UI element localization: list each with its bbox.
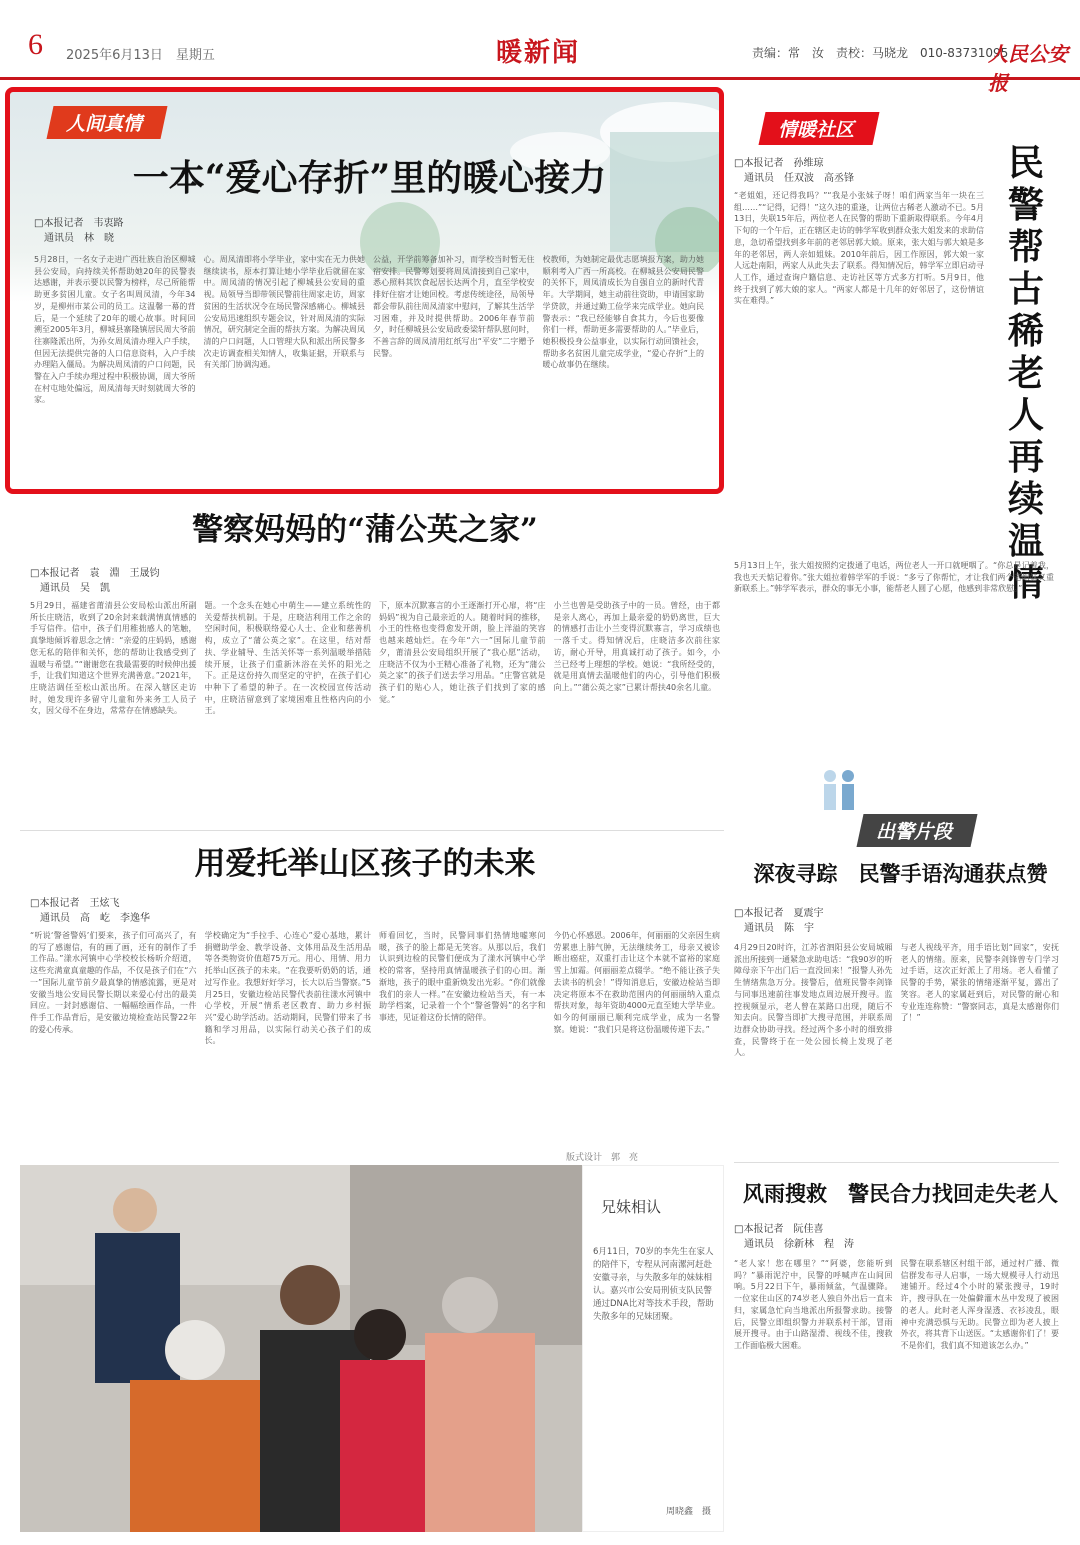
- section-title: 暖新闻: [496, 38, 581, 68]
- masthead: [0, 0, 1080, 95]
- article2-byline: □本报记者 袁 淵 王晟钧 通讯员 吴 凯: [30, 568, 160, 594]
- feature-section-tag: 人间真情: [46, 106, 167, 139]
- photo-caption-text: 6月11日，70岁的李先生在家人的陪伴下，专程从河南漯河赶赴安徽寻亲，与失散多年的妹妹相认。嘉兴市公安局刑侦支队民警通过DNA比对等技术手段，帮助失散多年的兄妹团聚。: [593, 1247, 714, 1322]
- sidebar-column: 5月13日上午，张大姐按照约定拨通了电话，两位老人一开口就哽咽了。“你总是记着我，我也天天惦记着你。”张大姐拉着韩学军的手说：“多亏了你帮忙，才让我们两个老姐妹又重新联系上。”韩学军表示，群众的事无小事，能帮老人圆了心愿，他感到非常欣慰。”: [734, 561, 1054, 594]
- sidebar3-byline: □本报记者 阮佳喜 通讯员 徐新林 程 涛: [734, 1224, 854, 1250]
- publication-date: 2025年6月13日 星期五: [66, 48, 215, 63]
- article2-column: 下，原本沉默寡言的小王逐渐打开心扉，将“庄妈妈”视为自己最亲近的人。随着时间的推移，小王的性格也变得愈发开朗，脸上洋溢的笑容也越来越灿烂。在今年“六一”国际儿童节前夕，莆清县公安局组织开展了“我心愿”活动，庄晓洁不仅为小王精心准备了礼物，还为“蒲公英之家”的孩子们送去学习用品。“庄警官就是孩子们的贴心人，她让孩子们找到了家的感觉。”: [379, 601, 546, 704]
- square-bullet-icon: □: [34, 218, 44, 229]
- square-bullet-icon: □: [734, 1224, 744, 1235]
- newspaper-logo: 人民公安报: [988, 42, 1068, 95]
- article2-column: 5月29日，福建省莆清县公安局松山派出所副所长庄晓洁，收到了20余封来载满情真情感的手写信件。信中，孩子们用稚拙感人的笔触，真挚地倾诉着思念之情：“亲爱的庄妈妈，感谢您无私的陪伴和关怀，您的帮助让我感受到了温暖与希望。”“谢谢您在我最需要的时候伸出援手，让我们知道这个世界充满善意。”2021年，庄晓洁调任至松山派出所。在深入辖区走访时，她发现许多留守儿童和外来务工人员子女，因父母不在身边，常常存在情感缺失。: [30, 601, 197, 716]
- article2-column: 小兰也曾是受助孩子中的一员。曾经，由于都是亲人离心，再加上最亲爱的奶奶离世，巨大的情感打击让小兰变得沉默寡言，学习成绩也一落千丈。得知情况后，庄晓洁多次前往家访，耐心开导，用真诚打动了孩子。如今，小兰已经考上理想的学校。她说：“我所经受的，就是用真情去温暖他们的内心，引导他们积极向上。”“蒲公英之家”已累计帮扶40余名儿童。: [553, 601, 720, 692]
- article3-column: 今仍心怀感恩。2006年，何丽丽的父亲因生病劳累患上肺气肿，无法继续务工，母亲又被诊断出癌症，双重打击让这个本就不富裕的家庭雪上加霜。何丽丽差点辍学。“绝不能让孩子失去读书的机会！”得知消息后，安徽边检站当即决定将原本不在救助范围内的何丽丽纳入重点帮扶对象，每年资助4000元直至她大学毕业。如今的何丽丽已顺利完成学业，成为一名警察。她说：“我们只是将这份温暖传递下去。”: [553, 931, 720, 1034]
- sidebar3-column: 民警在联系辖区村组干部，通过村广播、微信群发布寻人启事，一场大规模寻人行动迅速铺开。经过4个小时的紧张搜寻，19时许，搜寻队在一处偏僻灌木丛中发现了被困的老人。此时老人浑身湿透、衣衫凌乱，眼神中充满恐惧与无助。民警立即为老人披上外衣，将其背下山送医。“太感谢你们了！要不是你们，我们真不知道该怎么办。”: [900, 1259, 1059, 1350]
- divider: [734, 1162, 1059, 1163]
- sidebar2-section-tag: 出警片段: [856, 814, 977, 847]
- article3-headline: 用爱托举山区孩子的未来: [194, 846, 536, 882]
- sidebar2-column: 与老人视线平齐，用手语比划“回家”，安抚老人的情绪。原来，民警李剑锋曾专门学习过手语，这次正好派上了用场。老人看懂了民警的手势，紧张的情绪逐渐平复，露出了笑容。老人的家属赶到后，对民警的耐心和专业连连称赞：“警察同志，真是太感谢你们了！”: [900, 943, 1059, 1023]
- sidebar3-body: [734, 1258, 1059, 1536]
- sidebar-vertical-headline: 民警帮古稀老人再续温情: [1007, 142, 1044, 604]
- article3-body: [30, 930, 720, 1145]
- feature-headline: 一本“爱心存折”里的暖心接力: [132, 157, 607, 199]
- feature-column: 心。周凤清即将小学毕业，家中实在无力供她继续读书，原本打算让她小学毕业后就留在家中。周凤清的情况引起了柳城县公安局的重视。局领导当即带领民警前往周家走访，周家贫困的生活状况令在场民警深感痛心。柳城县公安局迅速组织专题会议，针对周凤清的实际情况，研究制定全面的帮扶方案。为解决周凤清的户口问题，人口管理大队和派出所民警多次走访调查相关知情人，收集证据，开联系与有关部门协调沟通。: [203, 255, 365, 370]
- feature-column: 公益，开学前筹备加补习，而学校当时暂无住宿安排。民警筹划要将周凤清接到自己家中，悉心照料其饮食起居长达两个月，直至学校安排好住宿才让她回校。考虑传统途径，局领导都会带队前往周凤清家中慰问，了解其生活学习困难，并及时提供帮助。2006年春节前夕，时任柳城县公安局政委梁轩帮队慰问时，不善言辞的周凤清用红纸写出“平安”二字赠予民警。: [373, 255, 535, 358]
- article2-column: 题。一个念头在她心中萌生——建立系统性的关爱帮扶机制。于是，庄晓洁利用工作之余的空闲时间，积极联络爱心人士、企业和慈善机构，成立了“蒲公英之家”。在这里，结对帮扶、学业辅导、生活关怀等一系列温暖举措陆续开展，让孩子们重新沐浴在关怀的阳光之下。正是这份持久而坚定的守护，在孩子们心中种下了希望的种子。在一次校园宣传活动中，庄晓洁留意到了家境困难且性格内向的小王。: [204, 601, 371, 716]
- photo-caption-title: 兄妹相认: [601, 1198, 662, 1216]
- feature-article: [5, 87, 724, 494]
- photo-caption-box: [582, 1165, 724, 1532]
- article2-body: [30, 600, 720, 830]
- sidebar2-byline: □本报记者 夏震宇 通讯员 陈 宇: [734, 908, 824, 934]
- sidebar2-body: [734, 942, 1059, 1150]
- editors-line: 责编：常 汝 责校：马晓龙 010-83731095: [752, 46, 1009, 60]
- feature-column: 校教师，为她制定最优志愿填报方案，助力她顺利考入广西一所高校。在柳城县公安局民警的关怀下，周凤清成长为自强自立的新时代青年。大学期间，她主动前往资助，申请国家助学贷款，并通过勤工俭学来完成学业。她向民警表示：“我已经能够自食其力，今后也要像你们一样，帮助更多需要帮助的人。”毕业后，她积极投身公益事业，以实际行动回馈社会，帮助多名贫困儿童完成学业，“爱心存折”上的暖心故事仍在继续。: [542, 255, 704, 370]
- reunion-photo: [20, 1165, 582, 1532]
- sidebar3-headline: 风雨搜救 警民合力找回走失老人: [743, 1181, 1058, 1206]
- article2-headline: 警察妈妈的“蒲公英之家”: [192, 512, 538, 548]
- sidebar-byline: □本报记者 孙维琼 通讯员 任双波 高丞锋: [734, 158, 854, 184]
- sidebar3-column: “老人家！您在哪里？”“阿婆，您能听到吗？”暴雨泥泞中，民警的呼喊声在山间回响。5月22日下午，暴雨倾盆，气温骤降。一位家住山区的74岁老人独自外出后一直未归，家属急忙向当地派出所报警求助。接警后，民警立即组织警力并联系村干部，冒雨展开搜寻。由于山路湿滑、视线不佳，搜救工作面临极大困难。: [734, 1259, 893, 1350]
- page-number: 6: [28, 28, 43, 61]
- article3-byline: □本报记者 王炫飞 通讯员 高 屹 李逸华: [30, 898, 150, 924]
- square-bullet-icon: □: [30, 898, 40, 909]
- sidebar2-column: 4月29日20时许，江苏省泗阳县公安局城厢派出所接到一通紧急求助电话：“我90岁的听障母亲下午出门后一直没回来！”报警人孙先生情绪焦急万分。接警后，值班民警李剑锋与同事迅速前往事发地点周边展开搜寻。监控视频显示，老人曾在某路口出现，随后不知去向。民警当即扩大搜寻范围，并联系周边群众协助寻找。经过两个多小时的细致排查，民警终于在一处公园长椅上发现了老人。: [734, 943, 893, 1058]
- feature-byline: □本报记者 韦衷路 通讯员 林 晓: [34, 218, 124, 244]
- article3-column: 学校确定为“手拉手、心连心”爱心基地，累计捐赠助学金、教学设备、文体用品及生活用品等各类物资价值超75万元。用心、用情、用力托举山区孩子的未来。“在我要听奶奶的话，通过写作业。我想好好学习，长大以后当警察。”5月25日，安徽边检站民警代表前往漾水河镇中心学校，开展“情系老区教育、助力乡村振兴”爱心助学活动。活动期间，民警们带来了书籍和学习用品，以实际行动关心孩子们的成长。: [204, 931, 371, 1046]
- feature-column: 5月28日，一名女子走进广西壮族自治区柳城县公安局，向持续关怀帮助她20年的民警表达感谢，并表示要以民警为榜样，尽己所能帮助更多贫困儿童。女子名叫周凤清，今年34岁，是柳州市某公司的员工。这温馨一幕的背后，是一个延续了20年的暖心故事。时间回溯至2005年3月，柳城县寨隆镇居民周大爷前往寨隆派出所，为孙女周凤清办理入户手续，但因无法提供完备的人口信息资料，入户手续办理陷入僵局。为解决周凤清的户口问题，民警在入户手续办理过程中积极协调，周大爷所在村屯地处偏远，周凤清每天时刻就周大爷的家。: [34, 255, 196, 405]
- feature-body: [34, 254, 704, 484]
- article3-column: 师看回忆，当时，民警同事们热情地嘘寒问暖，孩子的脸上都是无笑容。从那以后，我们认识到边检的民警们便成为了漾水河镇中心学校的常客，坚持用真情温暖孩子们的心田。渐渐地，孩子的眼中重新焕发出光彩。“你们就像我们的亲人一样。”在安徽边检站当天，有一本助学档案，记录着一个个“警爸警妈”的名字和事迹，见证着这份长情的陪伴。: [379, 931, 546, 1022]
- reunion-photo-illustration: [20, 1165, 582, 1532]
- sidebar2-headline: 深夜寻踪 民警手语沟通获点赞: [753, 861, 1048, 886]
- divider: [20, 830, 724, 831]
- police-figures-icon: [820, 768, 860, 812]
- article3-column: “听说‘警爸警妈’们要来，孩子们可高兴了，有的写了感谢信，有的画了画，还有的制作了手工作品。”漾水河镇中心学校校长杨昕介绍道，这些充满童真童趣的作品，不仅是孩子们在“六一”国际儿童节前夕最真挚的情感流露，更是对安徽当地公安局民警长期以来爱心付出的最美回应。一封封感谢信、一幅幅绘画作品，一件件手工作品背后，是安徽边境检查站民警22年的爱心传承。: [30, 931, 197, 1034]
- photo-credit: 周晓鑫 摄: [665, 1507, 711, 1517]
- sidebar-section-tag: 情暖社区: [758, 112, 879, 145]
- design-credit: 版式设计 郭 亮: [566, 1153, 639, 1163]
- sidebar-column: “老姐姐，还记得我吗？”“我是小张妹子呀！咱们两家当年一块在三组……”“记得，记得！”这久违的重逢，让两位古稀老人激动不已。5月13日，失联15年后，两位老人在民警的帮助下重新取得联系。今年4月下旬的一个午后，正在辖区走访的韩学军收到群众张大姐发来的求助信息，急切希望找到多年前的老邻居郭大娘。原来，张大姐与郭大娘是多年的老邻居，两人亲如姐妹。2010年前后，因工作原因，郭大娘一家人远赴南阳，两家人从此失去了联系。得知情况后，韩学军立即启动寻人工作，通过查询户籍信息、走访社区等方式多方打听。5月9日，他终于找到了郭大娘的家人。“两家人都是十几年的好邻居了，这份情谊实在难得。”: [734, 191, 984, 306]
- square-bullet-icon: □: [30, 568, 40, 579]
- square-bullet-icon: □: [734, 908, 744, 919]
- square-bullet-icon: □: [734, 158, 744, 169]
